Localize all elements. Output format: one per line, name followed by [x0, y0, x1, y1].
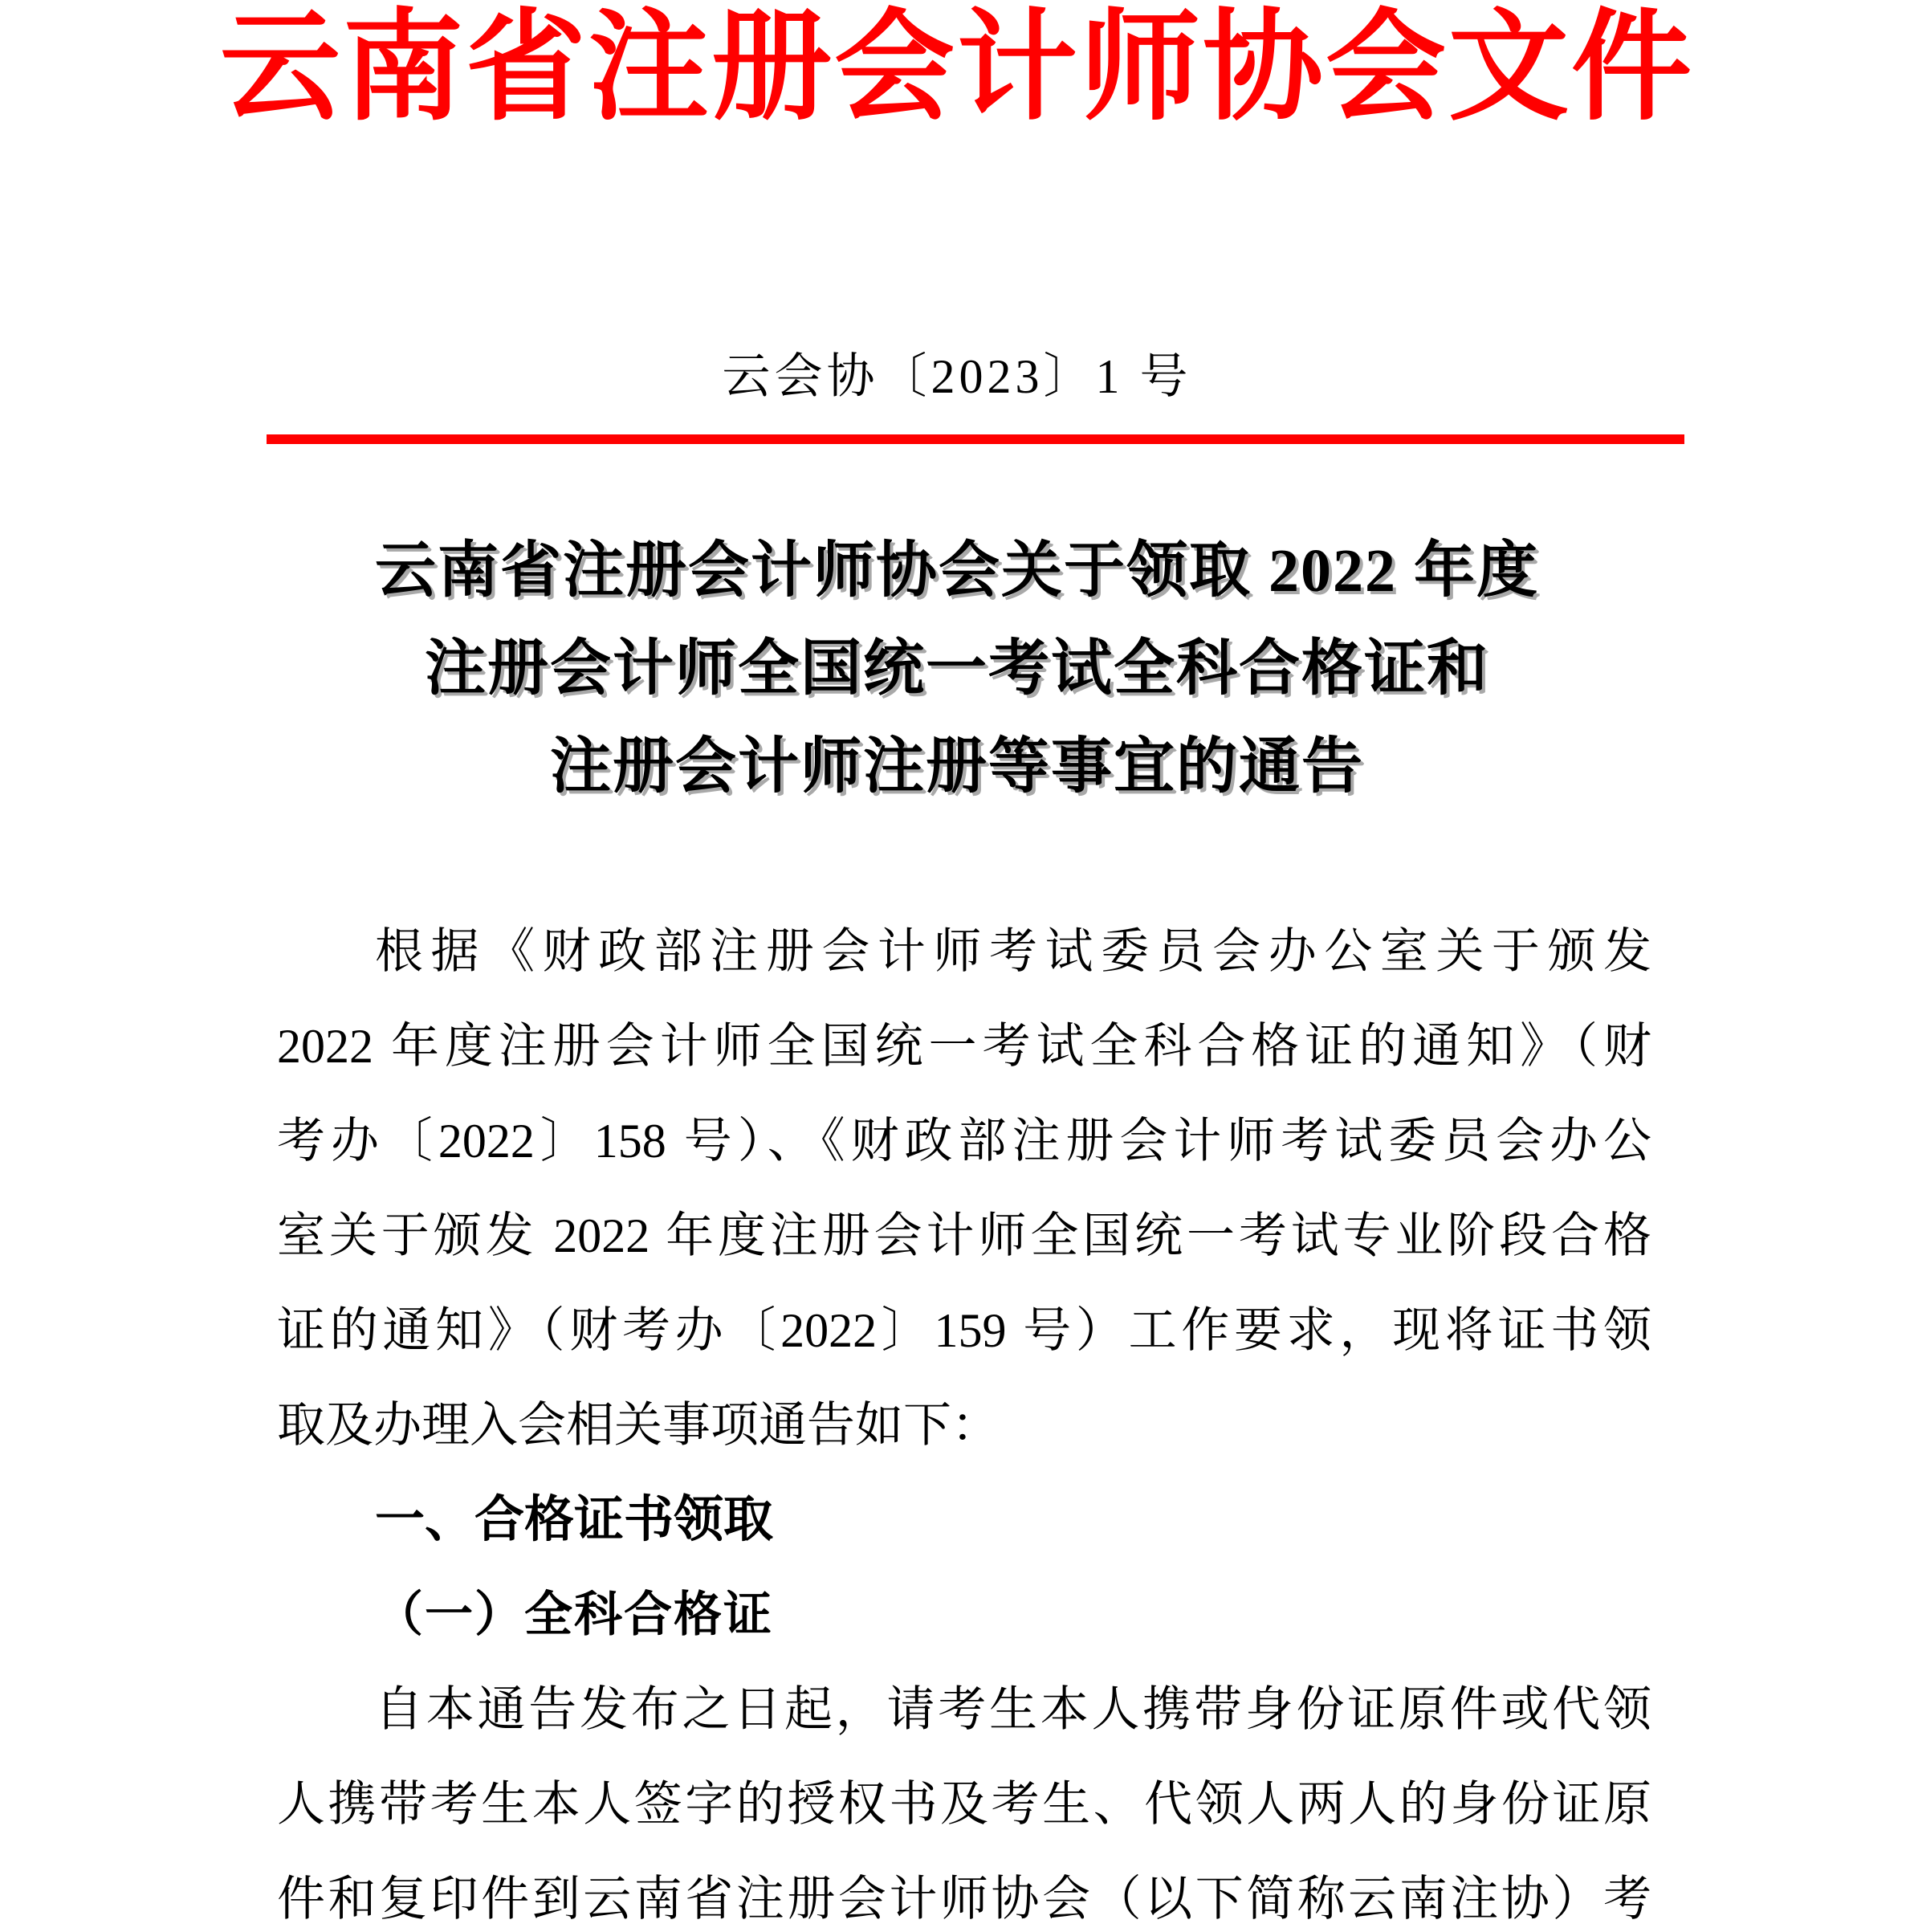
section-heading: 一、合格证书领取: [375, 1492, 774, 1547]
paragraph-2-line-1: 自本通告发布之日起，请考生本人携带身份证原件或代领: [375, 1683, 1651, 1736]
document-number: 云会协〔2023〕1 号: [722, 350, 1192, 403]
paragraph-2-line-3: 件和复印件到云南省注册会计师协会（以下简称云南注协）考: [277, 1873, 1651, 1926]
paragraph-2-line-2: 人携带考生本人签字的授权书及考生、代领人两人的身份证原: [277, 1778, 1651, 1831]
paragraph-1-line-6: 取及办理入会相关事项通告如下：: [277, 1399, 1000, 1452]
letterhead-title: 云南省注册会计师协会文件: [219, 2, 1694, 135]
red-divider-rule: [267, 434, 1684, 444]
document-title-line-3: 注册会计师注册等事宜的通告: [550, 733, 1364, 801]
document-body: [277, 904, 1651, 1932]
paragraph-1-line-4: 室关于颁发 2022 年度注册会计师全国统一考试专业阶段合格: [277, 1209, 1651, 1262]
document-title: [132, 522, 1782, 816]
paragraph-1-line-3: 考办〔2022〕158 号）、《财政部注册会计师考试委员会办公: [277, 1115, 1651, 1168]
subsection-heading: （一）全科合格证: [375, 1588, 773, 1641]
paragraph-1-line-2: 2022 年度注册会计师全国统一考试全科合格证的通知》（财: [277, 1020, 1651, 1073]
document-title-line-2: 注册会计师全国统一考试全科合格证和: [425, 635, 1489, 703]
paragraph-1-line-5: 证的通知》（财考办〔2022〕159 号）工作要求，现将证书领: [277, 1304, 1651, 1357]
document-title-line-1: 云南省注册会计师协会关于领取 2022 年度: [375, 537, 1539, 605]
paragraph-1-line-1: 根据《财政部注册会计师考试委员会办公室关于颁发: [375, 925, 1651, 978]
